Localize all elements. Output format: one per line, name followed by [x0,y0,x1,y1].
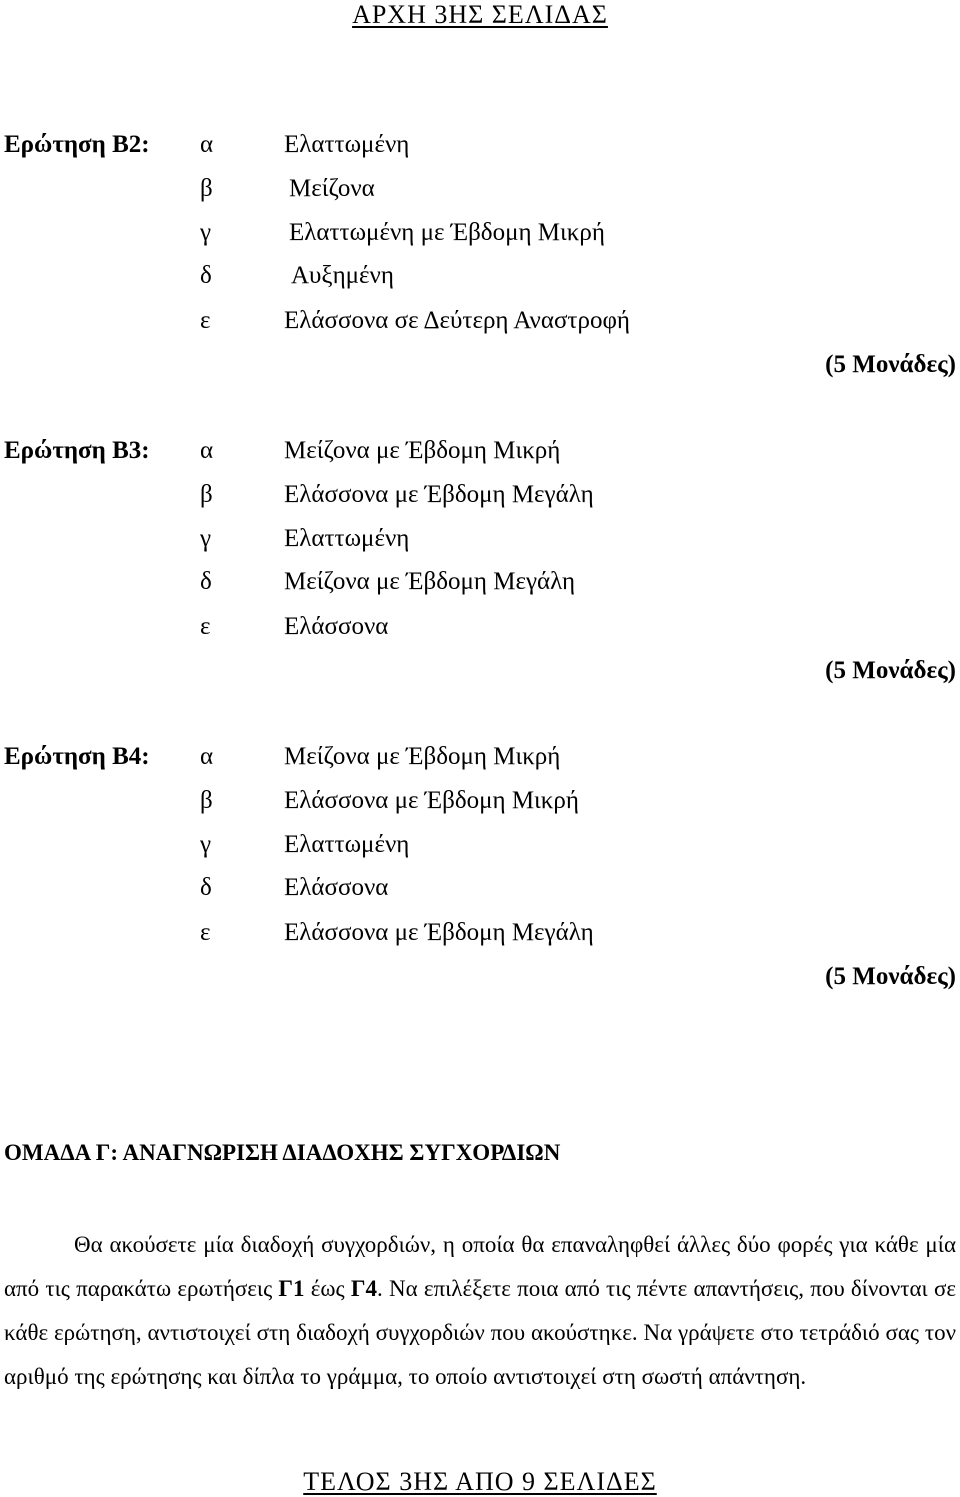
question-b3 [4,436,956,686]
option-text: Ελάσσονα με Έβδομη Μικρή [284,787,579,814]
option-text: Ελαττωμένη [284,831,410,858]
option-text: Μείζονα με Έβδομη Μικρή [284,743,561,770]
option-letter: ε [200,307,211,334]
option-text: Ελαττωμένη με Έβδομη Μικρή [289,219,605,246]
option-letter: ε [200,919,211,946]
option-text: Μείζονα με Έβδομη Μικρή [284,437,561,464]
question-label: Ερώτηση Β4: [4,743,150,770]
option-letter: δ [200,262,212,289]
option-letter: α [200,131,214,158]
option-text: Ελάσσονα σε Δεύτερη Αναστροφή [284,307,630,334]
marks-label: (5 Μονάδες) [825,963,956,990]
question-label: Ερώτηση Β2: [4,131,150,158]
option-letter: γ [200,525,212,552]
marks-label: (5 Μονάδες) [825,657,956,684]
instructions-text: Θα ακούσετε μία διαδοχή συγχορδιών, η οποία θα επαναληφθεί άλλες δύο φορές για κάθε μία από τις παρακάτω ερωτήσεις [4,1232,956,1301]
question-ref-end: Γ4 [350,1276,378,1301]
instructions-paragraph [4,1223,956,1399]
question-b2 [4,130,956,380]
option-letter: δ [200,568,212,595]
option-letter: β [200,481,213,508]
option-letter: γ [200,219,212,246]
option-text: Ελαττωμένη [284,131,410,158]
question-label: Ερώτηση Β3: [4,437,150,464]
option-text: Μείζονα [289,175,375,202]
question-b4 [4,742,956,992]
option-letter: β [200,787,213,814]
option-text: Ελαττωμένη [284,525,410,552]
page-header: ΑΡΧΗ 3ΗΣ ΣΕΛΙΔΑΣ [352,0,608,29]
option-letter: α [200,437,214,464]
section-title: ΟΜΑΔΑ Γ: ΑΝΑΓΝΩΡΙΣΗ ΔΙΑΔΟΧΗΣ ΣΥΓΧΟΡΔΙΩΝ [4,1140,561,1165]
option-letter: δ [200,874,212,901]
option-text: Ελάσσονα με Έβδομη Μεγάλη [284,919,594,946]
instructions-text: έως [304,1276,351,1301]
option-text: Ελάσσονα με Έβδομη Μεγάλη [284,481,594,508]
question-ref-start: Γ1 [278,1276,305,1301]
instructions-text: . Να επιλέξετε ποια από τις πέντε απαντήσεις, που δίνονται σε κάθε ερώτηση, αντιστοιχεί στη διαδοχή συγχορδιών που ακούστηκε. Να γράψετε στο τετράδιό σας τον αριθμό της ερώτησης και δίπλα το γράμμα, το οποίο αντιστοιχεί στη σωστή απάντηση. [4,1276,956,1389]
option-text: Μείζονα με Έβδομη Μεγάλη [284,568,576,595]
option-letter: γ [200,831,212,858]
option-letter: α [200,743,214,770]
marks-label: (5 Μονάδες) [825,351,956,378]
option-text: Αυξημένη [291,262,394,289]
option-text: Ελάσσονα [284,874,389,901]
option-text: Ελάσσονα [284,613,389,640]
page-footer: ΤΕΛΟΣ 3ΗΣ ΑΠΟ 9 ΣΕΛΙΔΕΣ [303,1467,657,1496]
option-letter: ε [200,613,211,640]
option-letter: β [200,175,213,202]
